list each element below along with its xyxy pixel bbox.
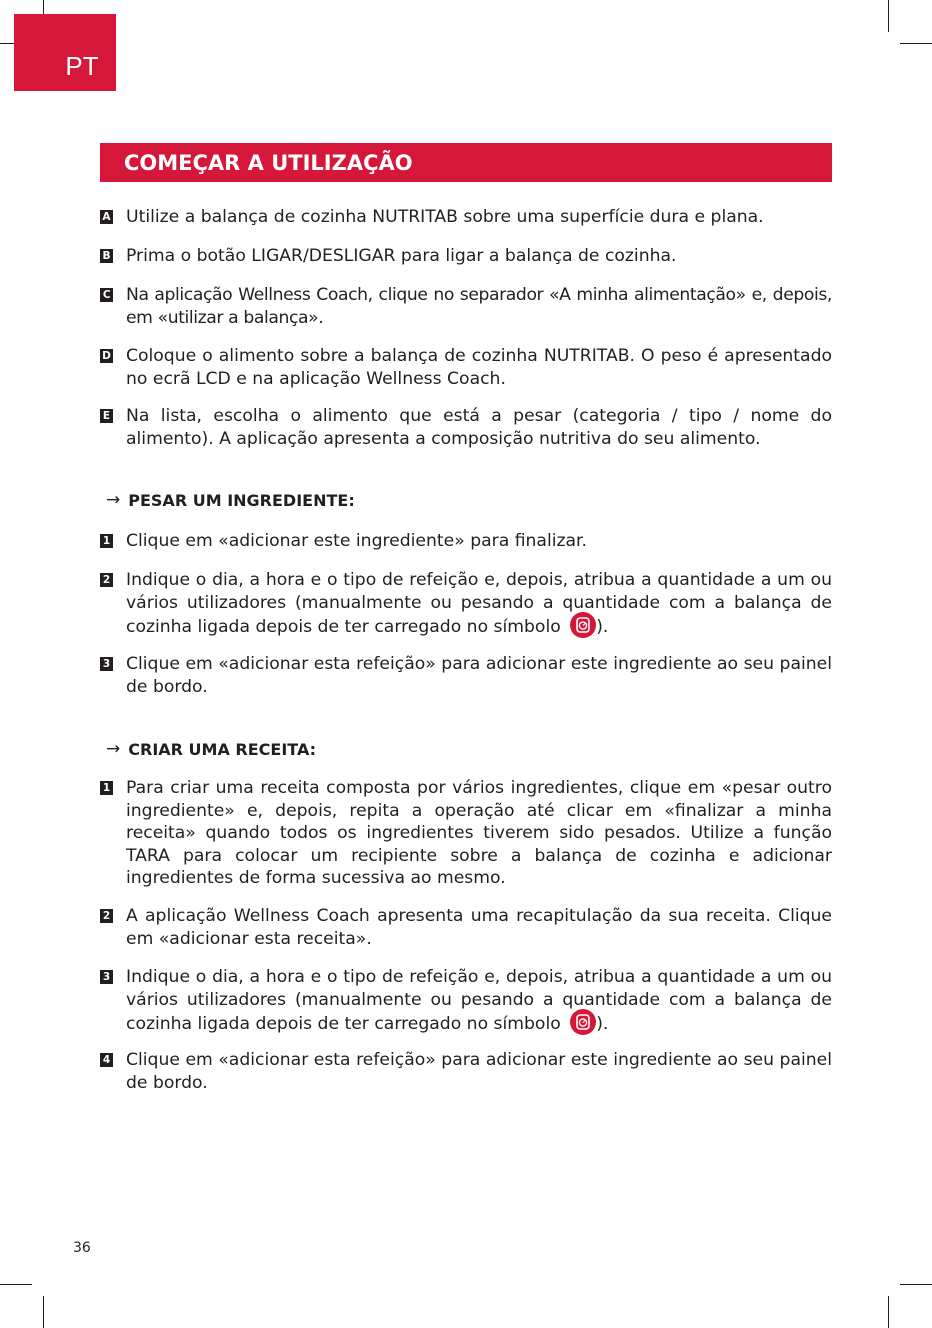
- step-badge: 1: [100, 781, 113, 795]
- list-item: [100, 569, 832, 640]
- arrow-right-icon: →: [106, 739, 121, 759]
- crop-mark: [0, 1284, 32, 1285]
- step-item: [100, 245, 832, 268]
- list-item: [100, 905, 832, 950]
- step-badge: 1: [100, 534, 113, 548]
- list-item: [100, 966, 832, 1037]
- language-tab: [14, 14, 116, 91]
- crop-mark: [900, 1284, 932, 1285]
- step-text: Clique em «adicionar este ingrediente» para finalizar.: [126, 531, 588, 551]
- step-item: [100, 405, 832, 450]
- step-text: Coloque o alimento sobre a balança de cozinha NUTRITAB. O peso é apresentado no ecrã LCD e na aplicação Wellness Coach.: [126, 346, 832, 389]
- step-badge: C: [100, 288, 113, 302]
- step-text-suffix: ).: [596, 1014, 609, 1034]
- step-text-main: Indique o dia, a hora e o tipo de refeição e, depois, atribua a quantidade a um ou vários utilizadores (manualmente ou pesando a quantidade com a balança de cozinha ligada depois de ter carregado no símbolo: [126, 967, 832, 1034]
- list-item: [100, 653, 832, 698]
- weigh-ingredient-title: PESAR UM INGREDIENTE:: [128, 490, 355, 510]
- step-text: A aplicação Wellness Coach apresenta uma recapitulação da sua receita. Clique em «adicionar esta receita».: [126, 906, 832, 949]
- weigh-ingredient-heading: [106, 490, 355, 510]
- step-badge: B: [100, 249, 113, 263]
- step-badge: D: [100, 349, 113, 363]
- step-badge: 4: [100, 1053, 113, 1067]
- scale-icon: [570, 612, 596, 638]
- section-title: COMEÇAR A UTILIZAÇÃO: [124, 150, 413, 175]
- page-number: 36: [73, 1240, 91, 1256]
- step-text: Utilize a balança de cozinha NUTRITAB sobre uma superfície dura e plana.: [126, 207, 764, 227]
- crop-mark: [888, 0, 889, 32]
- step-badge: 2: [100, 909, 113, 923]
- step-text-suffix: ).: [596, 617, 609, 637]
- step-badge: 2: [100, 573, 113, 587]
- step-text: Na aplicação Wellness Coach, clique no separador «A minha alimentação» e, depois, em «utilizar a balança».: [126, 285, 832, 328]
- crop-mark: [43, 1296, 44, 1328]
- list-item: [100, 530, 832, 553]
- list-item: [100, 777, 832, 890]
- step-text: Clique em «adicionar esta refeição» para adicionar este ingrediente ao seu painel de bordo.: [126, 1050, 832, 1093]
- step-text-main: Indique o dia, a hora e o tipo de refeição e, depois, atribua a quantidade a um ou vários utilizadores (manualmente ou pesando a quantidade com a balança de cozinha ligada depois de ter carregado no símbolo: [126, 570, 832, 637]
- step-badge: 3: [100, 657, 113, 671]
- scale-icon: [570, 1009, 596, 1035]
- step-item: [100, 345, 832, 390]
- step-text: [126, 966, 832, 1037]
- step-text: Na lista, escolha o alimento que está a pesar (categoria / tipo / nome do alimento). A aplicação apresenta a composição nutritiva do seu alimento.: [126, 406, 832, 449]
- step-text: Para criar uma receita composta por vários ingredientes, clique em «pesar outro ingrediente» e, depois, repita a operação até clicar em «finalizar a minha receita» quando todos os ingredientes tiverem sido pesados. Utilize a função TARA para colocar um recipiente sobre a balança de cozinha e adicionar ingredientes de forma sucessiva ao mesmo.: [126, 778, 832, 888]
- step-text: [126, 569, 832, 640]
- step-badge: A: [100, 210, 113, 224]
- crop-mark: [900, 43, 932, 44]
- language-label: PT: [65, 51, 99, 81]
- create-recipe-title: CRIAR UMA RECEITA:: [128, 739, 317, 759]
- step-badge: E: [100, 409, 113, 423]
- step-item: [100, 206, 832, 229]
- step-text: Prima o botão LIGAR/DESLIGAR para ligar a balança de cozinha.: [126, 246, 677, 266]
- step-item: [100, 284, 832, 329]
- create-recipe-heading: [106, 739, 316, 759]
- crop-mark: [888, 1296, 889, 1328]
- step-badge: 3: [100, 970, 113, 984]
- list-item: [100, 1049, 832, 1094]
- step-text: Clique em «adicionar esta refeição» para adicionar este ingrediente ao seu painel de bordo.: [126, 654, 832, 697]
- section-title-bar: [100, 143, 832, 182]
- arrow-right-icon: →: [106, 490, 121, 510]
